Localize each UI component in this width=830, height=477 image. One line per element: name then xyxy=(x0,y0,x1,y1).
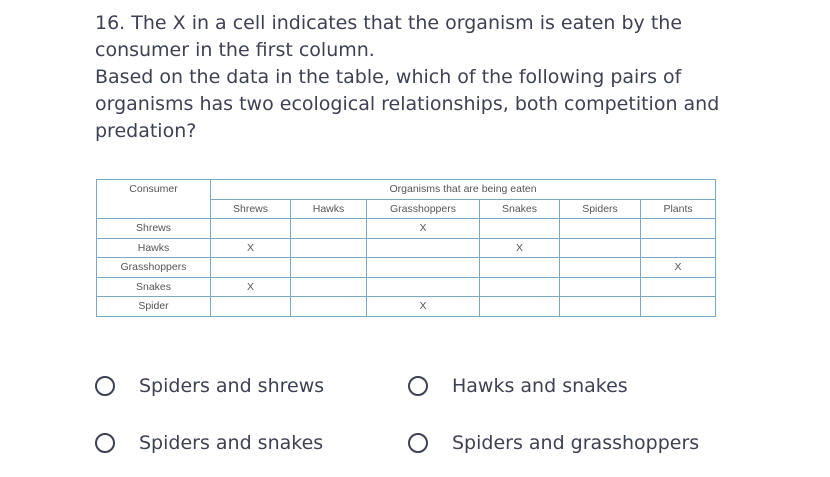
table-cell xyxy=(211,219,291,239)
column-header: Shrews xyxy=(211,199,291,219)
table-cell xyxy=(560,277,641,297)
radio-button[interactable] xyxy=(95,433,115,453)
table-header-row xyxy=(97,180,716,200)
table-cell xyxy=(480,258,560,278)
table-cell: X xyxy=(211,238,291,258)
table-row xyxy=(97,219,716,239)
table-cell: X xyxy=(480,238,560,258)
radio-button[interactable] xyxy=(408,376,428,396)
food-web-table xyxy=(96,179,716,317)
table-cell xyxy=(367,238,480,258)
option-spiders-shrews[interactable] xyxy=(95,375,324,397)
option-label: Spiders and shrews xyxy=(139,375,325,397)
question-line-2: Based on the data in the table, which of the following pairs of organisms has two ecological relationships, both competition and predation? xyxy=(95,66,720,142)
table-cell xyxy=(641,219,716,239)
consumer-cell: Snakes xyxy=(97,277,211,297)
table-row xyxy=(97,297,716,317)
consumer-header: Consumer xyxy=(97,180,211,219)
question-text xyxy=(95,10,735,145)
table-cell xyxy=(641,297,716,317)
table-cell xyxy=(291,219,367,239)
radio-button[interactable] xyxy=(408,433,428,453)
table-cell xyxy=(560,297,641,317)
table-cell xyxy=(367,258,480,278)
table-cell xyxy=(641,238,716,258)
column-header: Spiders xyxy=(560,199,641,219)
table-cell xyxy=(211,297,291,317)
table-cell xyxy=(560,219,641,239)
table-cell xyxy=(480,297,560,317)
table-cell xyxy=(560,238,641,258)
table-cell xyxy=(291,277,367,297)
option-spiders-grasshoppers[interactable] xyxy=(408,432,699,454)
column-header: Plants xyxy=(641,199,716,219)
table-cell xyxy=(291,297,367,317)
column-header: Hawks xyxy=(291,199,367,219)
table-cell: X xyxy=(641,258,716,278)
radio-button[interactable] xyxy=(95,376,115,396)
option-spiders-snakes[interactable] xyxy=(95,432,323,454)
table-cell xyxy=(291,258,367,278)
table-cell xyxy=(367,277,480,297)
consumer-cell: Shrews xyxy=(97,219,211,239)
column-header: Grasshoppers xyxy=(367,199,480,219)
consumer-cell: Hawks xyxy=(97,238,211,258)
question-line-1: 16. The X in a cell indicates that the organism is eaten by the consumer in the first column. xyxy=(95,12,683,61)
table-row xyxy=(97,277,716,297)
consumer-cell: Grasshoppers xyxy=(97,258,211,278)
table-cell xyxy=(560,258,641,278)
table-cell: X xyxy=(367,219,480,239)
table-cell xyxy=(480,219,560,239)
table-cell xyxy=(480,277,560,297)
table-cell: X xyxy=(211,277,291,297)
table-cell xyxy=(211,258,291,278)
option-hawks-snakes[interactable] xyxy=(408,375,628,397)
consumer-cell: Spider xyxy=(97,297,211,317)
table-row xyxy=(97,258,716,278)
table-cell xyxy=(291,238,367,258)
table-row xyxy=(97,238,716,258)
option-label: Spiders and grasshoppers xyxy=(452,432,700,454)
option-label: Hawks and snakes xyxy=(452,375,628,397)
table-cell: X xyxy=(367,297,480,317)
table-cell xyxy=(641,277,716,297)
eaten-header: Organisms that are being eaten xyxy=(211,180,716,200)
column-header: Snakes xyxy=(480,199,560,219)
option-label: Spiders and snakes xyxy=(139,432,324,454)
